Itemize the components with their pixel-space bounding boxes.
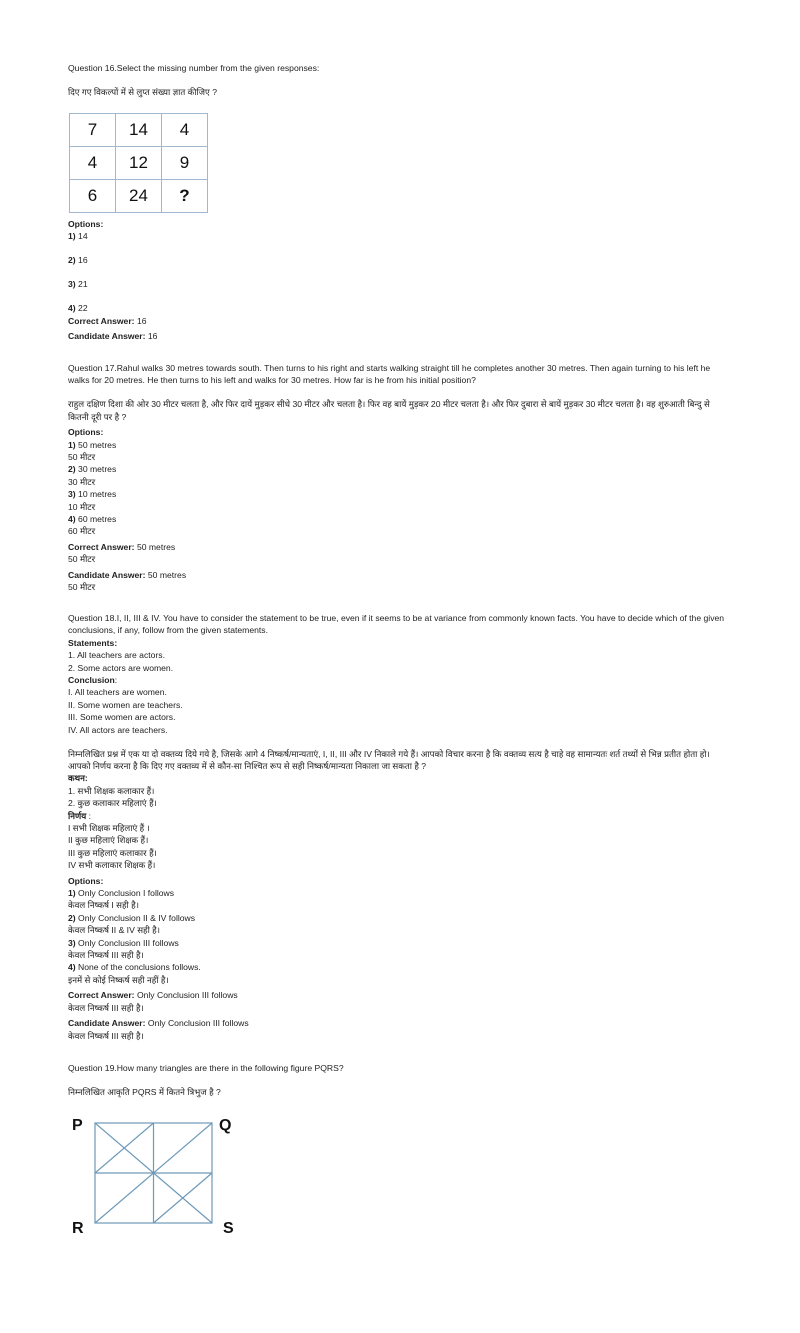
option-hindi: 10 मीटर xyxy=(68,501,96,512)
question-title: Question 16.Select the missing number from the given responses: xyxy=(68,63,320,73)
statement: 1. All teachers are actors. xyxy=(68,650,165,661)
question-19 xyxy=(68,1062,728,1098)
statements-label: Statements: xyxy=(68,637,118,648)
option: 3) Only Conclusion III follows xyxy=(68,937,179,948)
grid-cell: 9 xyxy=(162,147,208,180)
grid-cell: 4 xyxy=(162,114,208,147)
statement-hindi: 1. सभी शिक्षक कलाकार हैं। xyxy=(68,785,155,796)
conclusion: I. All teachers are women. xyxy=(68,687,167,698)
option-hindi: केवल निष्कर्ष II & IV सही है। xyxy=(68,925,161,936)
option-hindi: केवल निष्कर्ष I सही है। xyxy=(68,900,139,911)
conclusion: III. Some women are actors. xyxy=(68,712,176,723)
label-p: P xyxy=(72,1117,83,1134)
label-q: Q xyxy=(219,1117,232,1134)
question-18: Question 18.I, II, III & IV. You have to consider the statement to be true, even if it seems to be at variance from commonly known facts. You have to decide which of the given conclusions, if any, follow from the given statements. Statements: 1. All teachers are actors. 2. Some actors are women. Conclusion: I. All teachers are women. II. Some women are teachers. III. Some women are actors. IV. All actors are teachers. निम्नलिखित प्रश्न में एक या दो वक्तव्य दिये गये है, जिसके आगे 4 निष्कर्ष/मान्यताएं, I, II, III और IV निकाले गये हैं। आपको विचार करना है कि वक्तव्य सत्य है चाहे वह सामान्यतः शर्त तथ्यों से भिन्न प्रतीत होता हो। आपको निर्णय करना है कि दिए गए वक्तव्य में से कौन-सा निश्चित रूप से सही निष्कर्ष/मान्यता निकाला जा सकता है ? कथन: 1. सभी शिक्षक कलाकार हैं। 2. कुछ कलाकार महिलाएं हैं। निर्णय : I सभी शिक्षक महिलाएं हैं । II कुछ महिलाएं शिक्षक हैं। III कुछ महिलाएं कलाकार हैं। IV सभी कलाकार शिक्षक हैं। Options: 1) Only Conclusion I follows केवल निष्कर्ष I सही है। 2) Only Conclusion II & IV follows केवल निष्कर्ष II & IV सही है। 3) Only Conclusion III follows केवल निष्कर्ष III सही है। 4) None of the conclusions follows. इनमें से कोई निष्कर्ष सही नहीं है। Correct Answer: Only Conclusion III follows केवल निष्कर्ष III सही है। Candidate Answer: Only Conclusion III follows केवल निष्कर्ष III सही है। xyxy=(68,612,728,1042)
option: 1) 14 xyxy=(68,231,88,242)
conclusion-label: Conclusion xyxy=(68,675,115,686)
option: 1) Only Conclusion I follows xyxy=(68,888,175,899)
grid-cell: 7 xyxy=(70,114,116,147)
grid-cell: 4 xyxy=(70,147,116,180)
option: 4) 22 xyxy=(68,303,88,314)
question-title: Question 18.I, II, III & IV. You have to consider the statement to be true, even if it seems to be at variance from commonly known facts. You have to decide which of the given conclusions, if any, follow from the given statements. xyxy=(68,613,725,636)
question-title: Question 17.Rahul walks 30 metres towards south. Then turns to his right and starts walking straight till he completes another 30 metres. Then again turning to his left he walks for 20 metres. He then turns to his left and walks for 30 metres. How far is he from his initial position? xyxy=(68,363,711,386)
question-hindi: दिए गए विकल्पों में से लुप्त संख्या ज्ञात कीजिए ? xyxy=(68,86,217,97)
question-hindi: निम्नलिखित प्रश्न में एक या दो वक्तव्य दिये गये है, जिसके आगे 4 निष्कर्ष/मान्यताएं, I, II, III और IV निकाले गये हैं। आपको विचार करना है कि वक्तव्य सत्य है चाहे वह सामान्यतः शर्त तथ्यों से भिन्न प्रतीत होता हो। आपको निर्णय करना है कि दिए गए वक्तव्य में से कौन-सा निश्चित रूप से सही निष्कर्ष/मान्यता निकाला जा सकता है ? xyxy=(68,748,710,771)
conclusion: II. Some women are teachers. xyxy=(68,699,183,710)
options-label: Options: xyxy=(68,427,104,438)
correct-answer-hindi: केवल निष्कर्ष III सही है। xyxy=(68,1002,144,1013)
question-hindi: निम्नलिखित आकृति PQRS में कितने त्रिभुज है ? xyxy=(68,1086,221,1097)
conclusion-hindi: III कुछ महिलाएं कलाकार हैं। xyxy=(68,847,157,858)
grid-cell: 12 xyxy=(116,147,162,180)
statements-label-hindi: कथन: xyxy=(68,773,88,784)
option: 2) 30 metres xyxy=(68,464,117,475)
conclusion-hindi: I सभी शिक्षक महिलाएं हैं । xyxy=(68,823,150,833)
grid-cell: 14 xyxy=(116,114,162,147)
conclusion: IV. All actors are teachers. xyxy=(68,724,168,735)
option: 1) 50 metres xyxy=(68,439,117,450)
candidate-answer-hindi: केवल निष्कर्ष III सही है। xyxy=(68,1030,144,1041)
correct-answer: Correct Answer: 16 xyxy=(68,315,147,326)
label-r: R xyxy=(72,1220,84,1237)
option-hindi: इनमें से कोई निष्कर्ष सही नहीं है। xyxy=(68,974,169,985)
question-title: Question 19.How many triangles are there in the following figure PQRS? xyxy=(68,1063,344,1073)
candidate-answer: Candidate Answer: 50 metres xyxy=(68,569,187,580)
question-16 xyxy=(68,62,728,98)
option: 2) Only Conclusion II & IV follows xyxy=(68,912,196,923)
correct-answer: Correct Answer: 50 metres xyxy=(68,541,176,552)
conclusion-label-hindi: निर्णय xyxy=(68,810,87,821)
conclusion-hindi: II कुछ महिलाएं शिक्षक हैं। xyxy=(68,835,149,846)
options-label: Options: xyxy=(68,875,104,886)
option: 4) 60 metres xyxy=(68,513,117,524)
correct-answer-hindi: 50 मीटर xyxy=(68,554,96,565)
grid-cell: ? xyxy=(162,180,208,213)
grid-cell: 6 xyxy=(70,180,116,213)
conclusion-hindi: IV सभी कलाकार शिक्षक हैं। xyxy=(68,860,156,871)
statement: 2. Some actors are women. xyxy=(68,662,174,673)
label-s: S xyxy=(223,1220,234,1237)
option-hindi: 60 मीटर xyxy=(68,526,96,537)
option: 2) 16 xyxy=(68,255,88,266)
option: 4) None of the conclusions follows. xyxy=(68,962,201,973)
option: 3) 10 metres xyxy=(68,489,117,500)
number-grid xyxy=(69,113,208,213)
statement-hindi: 2. कुछ कलाकार महिलाएं हैं। xyxy=(68,798,157,809)
correct-answer: Correct Answer: Only Conclusion III follows xyxy=(68,990,238,1001)
candidate-answer: Candidate Answer: 16 xyxy=(68,330,158,341)
option-hindi: 30 मीटर xyxy=(68,476,96,487)
option-hindi: केवल निष्कर्ष III सही है। xyxy=(68,950,144,961)
pqrs-figure xyxy=(66,1110,246,1240)
grid-cell: 24 xyxy=(116,180,162,213)
options-label: Options: xyxy=(68,219,104,229)
candidate-answer-hindi: 50 मीटर xyxy=(68,582,96,592)
option-hindi: 50 मीटर xyxy=(68,451,96,462)
question-17 xyxy=(68,362,728,593)
option: 3) 21 xyxy=(68,279,88,290)
q16-options xyxy=(68,218,728,342)
question-hindi: राहुल दक्षिण दिशा की ओर 30 मीटर चलता है, और फिर दायें मुड़कर सीधे 30 मीटर और चलता है। फिर वह बायें मुड़कर 20 मीटर चलता है। और फिर दुबारा से बायें मुड़कर 30 मीटर चलता है। वह शुरुआती बिन्दु से कितनी दूरी पर है ? xyxy=(68,399,710,422)
candidate-answer: Candidate Answer: Only Conclusion III follows xyxy=(68,1018,249,1029)
